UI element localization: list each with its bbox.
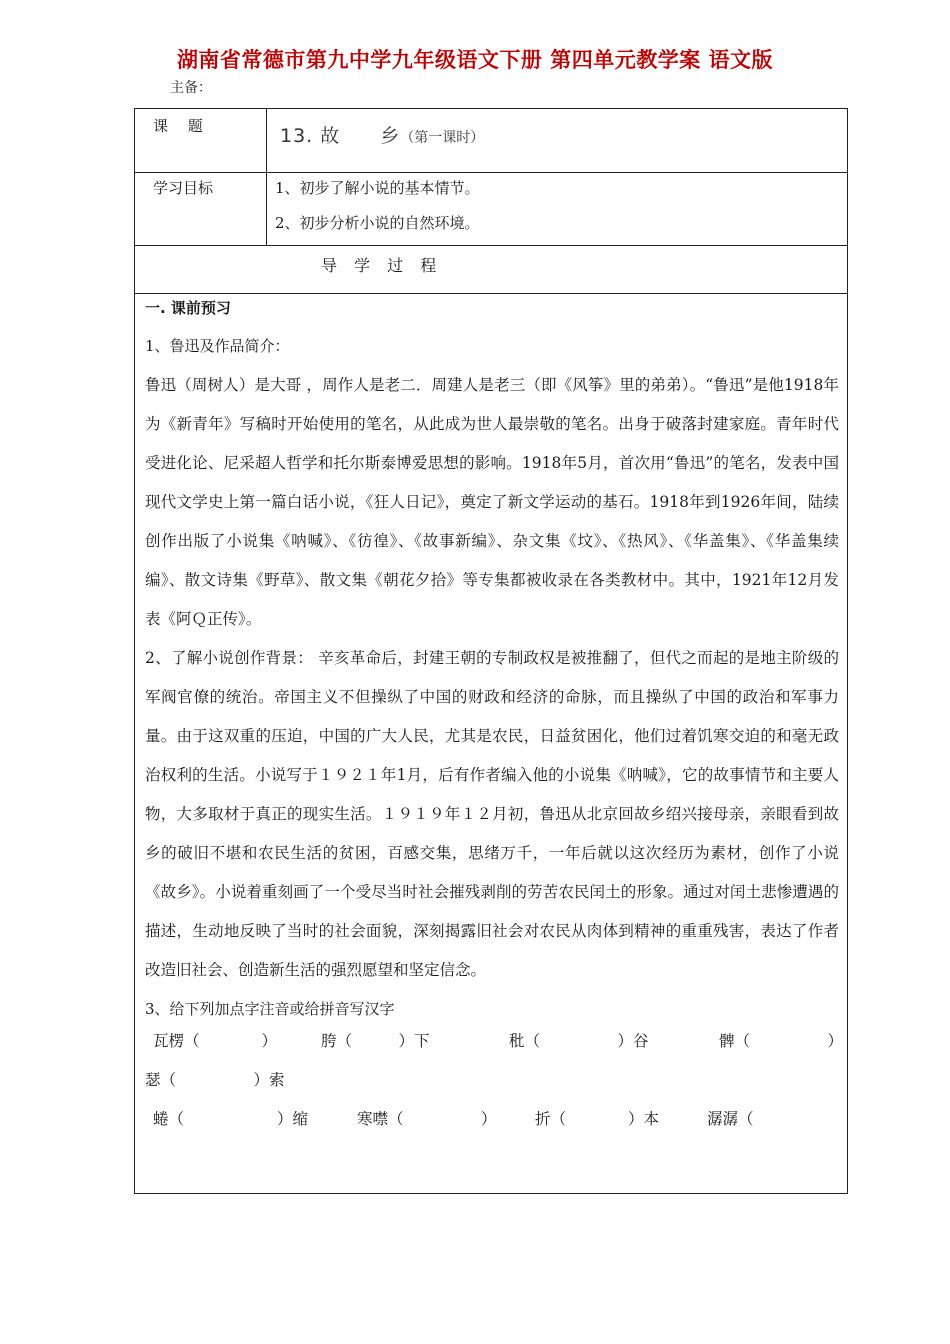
exercise-item: 潺潺（ [707,1110,754,1128]
exercise-item: 蜷（ ）缩 [153,1110,309,1128]
table-divider [135,245,847,246]
document-title: 湖南省常德市第九中学九年级语文下册 第四单元教学案 语文版 [176,48,774,72]
lesson-subtitle: （第一课时） [400,130,485,146]
goal-item: 2、初步分析小说的自然环境。 [275,214,480,232]
item-heading: 3、给下列加点字注音或给拼音写汉字 [145,1000,395,1018]
exercise-row [145,1107,839,1146]
background-paragraph: 2、了解小说创作背景： 辛亥革命后，封建王朝的专制政权是被推翻了，但代之而起的是地主阶级的军阀官僚的统治。帝国主义不但操纵了中国的财政和经济的命脉，而且操纵了中国的政治和军事力量。由于这双重的压迫，中国的广大人民，尤其是农民，日益贫困化，他们过着饥寒交迫的和毫无政治权利的生活。小说写于１９２１年1月，后有作者编入他的小说集《呐喊》，它的故事情节和主要人物，大多取材于真正的现实生活。１９１９年１２月初，鲁迅从北京回故乡绍兴接母亲，亲眼看到故乡的破旧不堪和农民生活的贫困，百感交集，思绪万千，一年后就以这次经历为素材，创作了小说《故乡》。小说着重刻画了一个受尽当时社会摧残剥削的劳苦农民闰土的形象。通过对闰土悲惨遭遇的描述，生动地反映了当时的社会面貌，深刻揭露旧社会对农民从肉体到精神的重重残害，表达了作者改造旧社会、创造新生活的强烈愿望和坚定信念。 [145,649,839,979]
exercise-item: 瓦楞（ ） [153,1032,278,1050]
author-intro-paragraph: 鲁迅（周树人）是大哥 ，周作人是老二．周建人是老三（即《风筝》里的弟弟）。“鲁迅”是他1918年为《新青年》写稿时开始使用的笔名，从此成为世人最崇敬的笔名。出身于破落封建家庭。青年时代受进化论、尼采超人哲学和托尔斯泰博爱思想的影响。1918年5月，首次用“鲁迅”的笔名，发表中国现代文学史上第一篇白话小说，《狂人日记》，奠定了新文学运动的基石。1918年到1926年间，陆续创作出版了小说集《呐喊》、《彷徨》、《故事新编》、杂文集《坟》、《热风》、《华盖集》、《华盖集续编》、散文诗集《野草》、散文集《朝花夕拾》等专集都被收录在各类教材中。其中，1921年12月发表《阿Ｑ正传》。 [145,376,839,628]
table-divider [135,293,847,294]
lesson-title [280,121,484,148]
exercise-item: 瑟（ ）索 [145,1071,285,1089]
column-divider [266,109,267,245]
exercise-row [145,1029,844,1068]
lesson-title-main: 13. 故 乡 [280,125,401,147]
goal-item: 1、初步了解小说的基本情节。 [275,179,480,197]
section-heading: 一. 课前预习 [145,299,231,317]
author-label: 主备： [170,80,212,96]
exercise-item: 寒噤（ ） [357,1110,497,1128]
process-label: 导 学 过 程 [321,256,443,275]
goals-label: 学习目标 [153,179,214,197]
table-divider [135,172,847,173]
topic-label: 课 题 [153,117,203,135]
exercise-item: 髀（ ） [719,1032,844,1050]
exercise-item: 胯（ ）下 [321,1032,430,1050]
lesson-table [134,108,848,1194]
exercise-row [145,1068,839,1107]
exercise-item: 折（ ）本 [535,1110,660,1128]
main-content [145,297,844,1146]
exercise-item: 秕（ ）谷 [509,1032,649,1050]
item-heading: 1、鲁迅及作品简介： [145,337,290,355]
